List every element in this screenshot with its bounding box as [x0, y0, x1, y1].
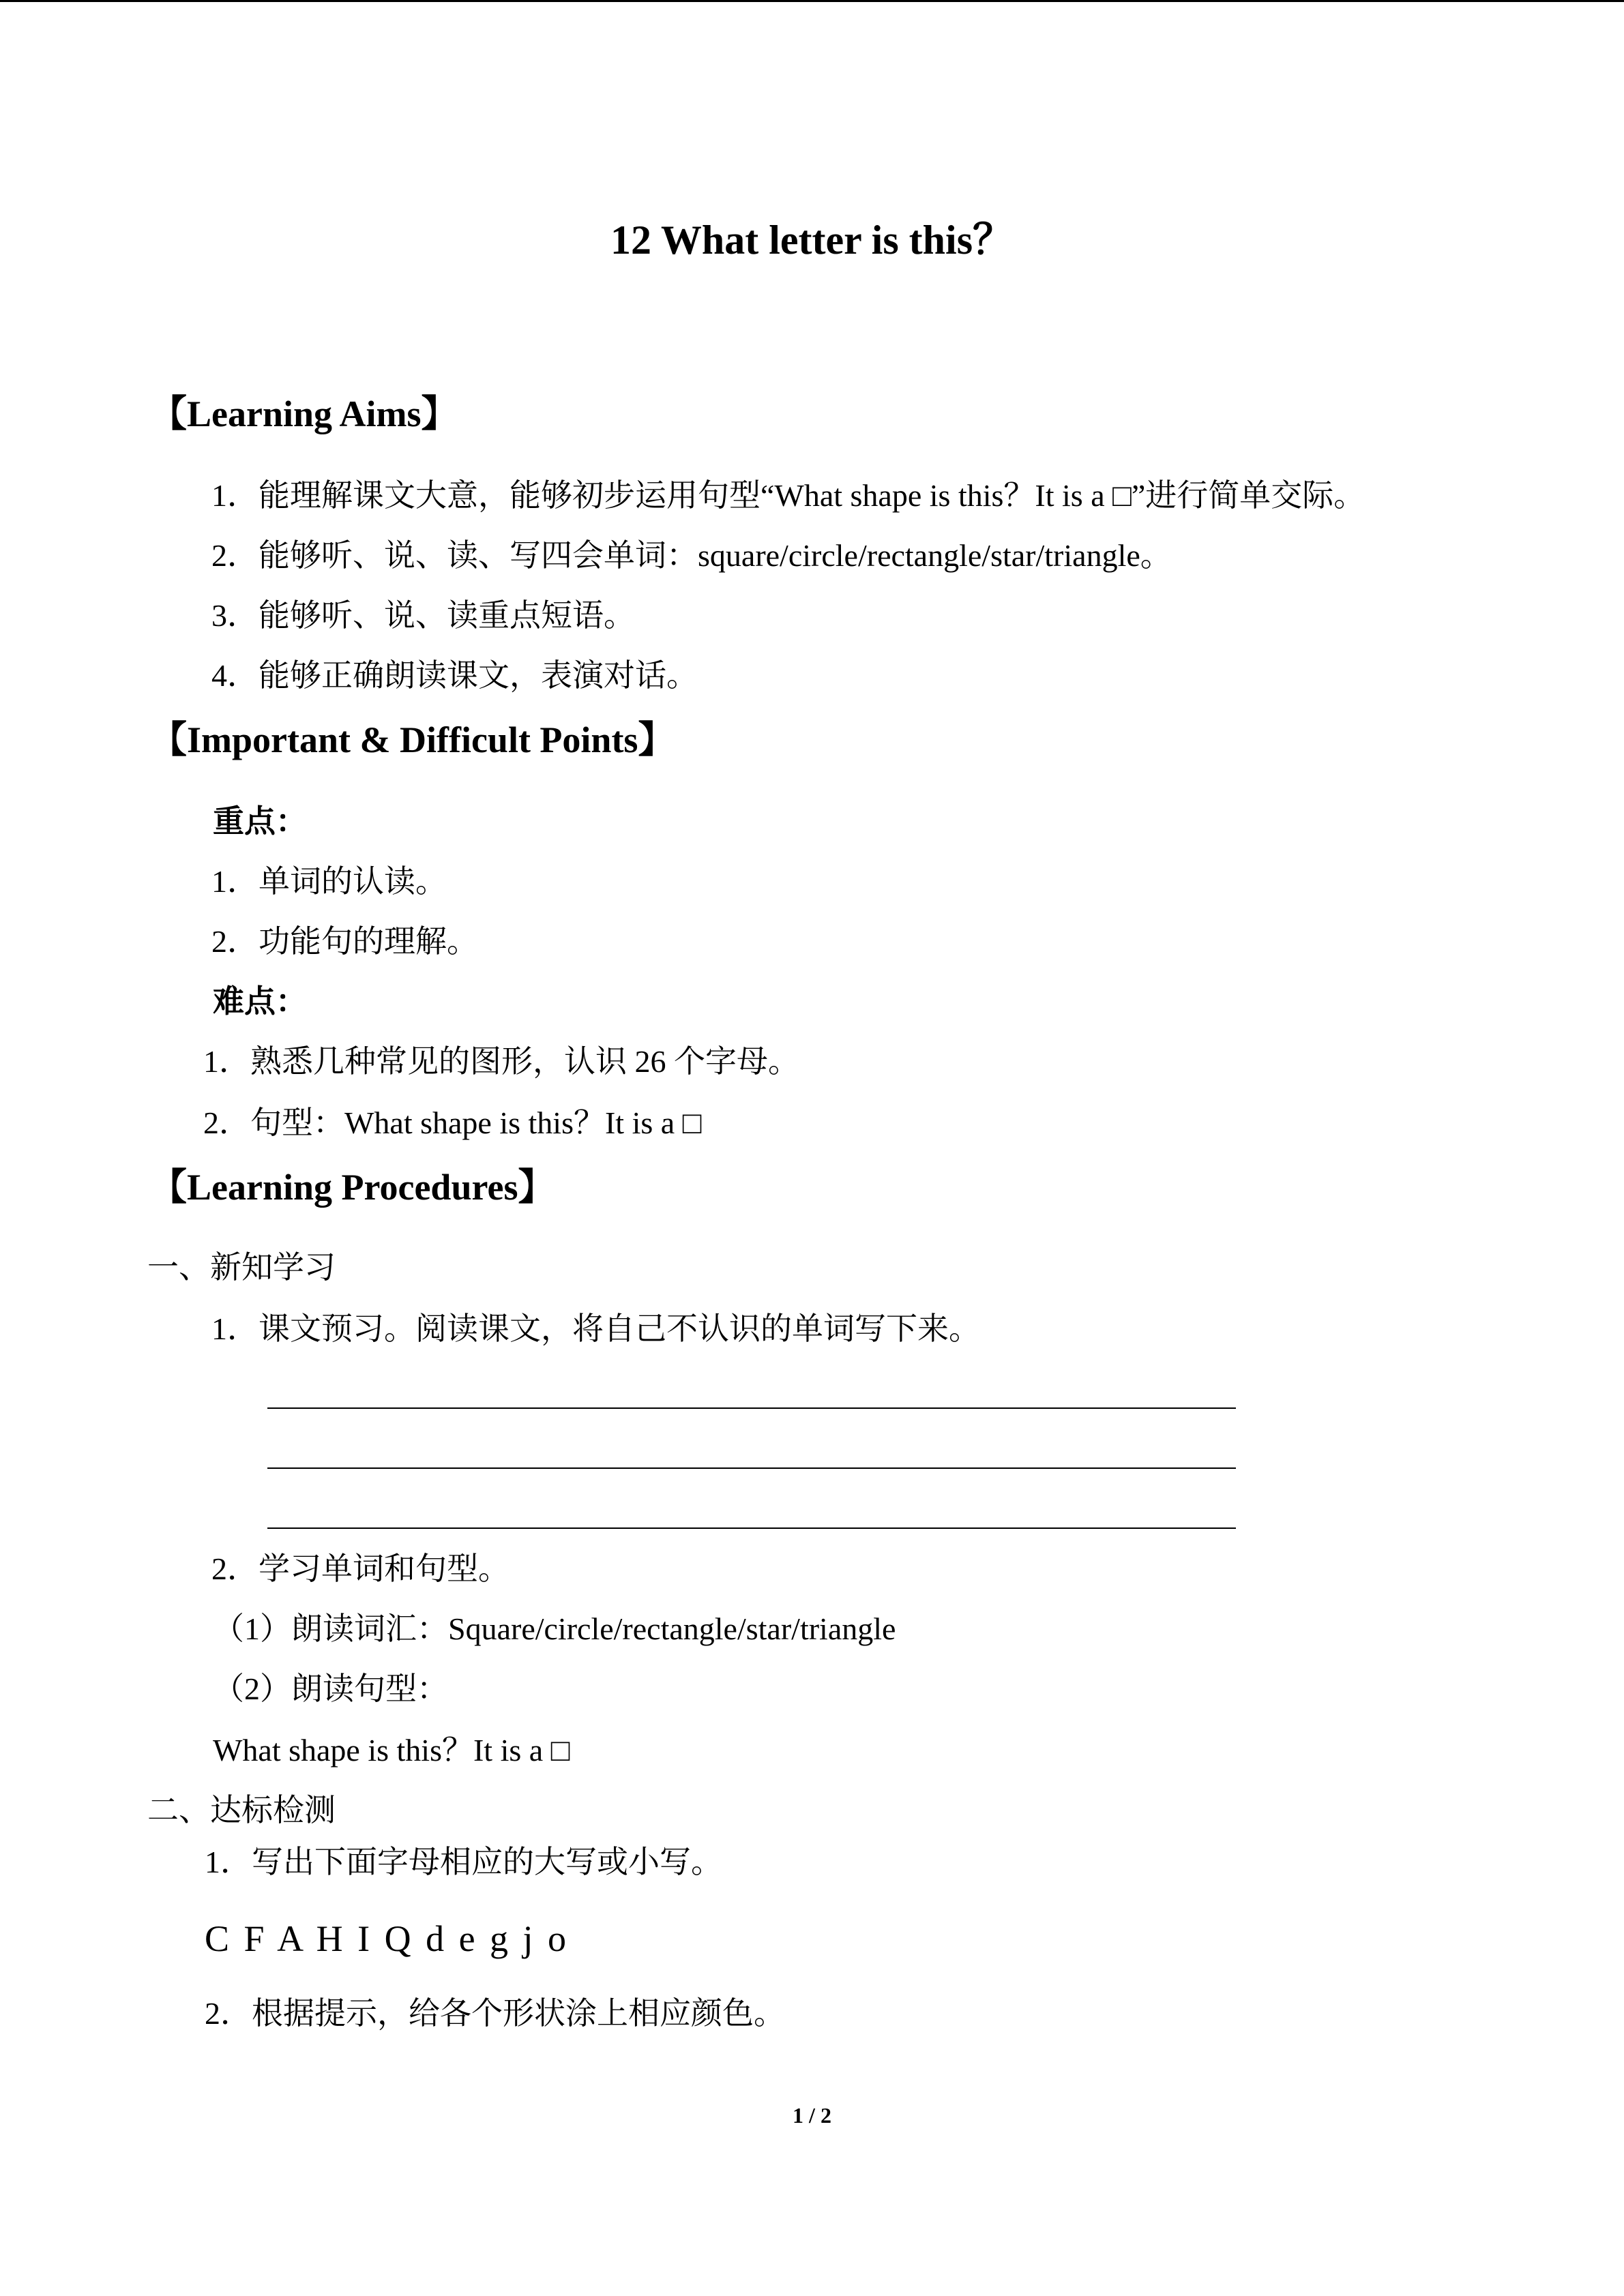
part2-step2: 2．根据提示，给各个形状涂上相应颜色。 — [205, 1996, 785, 2031]
answer-line-2[interactable] — [267, 1467, 1236, 1469]
part1-sub2: （2）朗读句型： — [213, 1671, 448, 1706]
procedures-heading: 【Learning Procedures】 — [150, 1167, 555, 1208]
page-top-border — [0, 0, 1624, 2]
page-title: 12 What letter is this？ — [610, 218, 1014, 263]
part2-step1: 1．写出下面字母相应的大写或小写。 — [205, 1845, 722, 1879]
part1-sub1: （1）朗读词汇：Square/circle/rectangle/star/triangle — [213, 1611, 896, 1646]
important-item-1: 1．单词的认读。 — [211, 864, 447, 899]
learning-aims-heading: 【Learning Aims】 — [150, 393, 458, 434]
points-heading: 【Important & Difficult Points】 — [150, 719, 675, 760]
difficult-label: 难点： — [213, 984, 307, 1019]
important-item-2: 2．功能句的理解。 — [211, 924, 478, 959]
difficult-item-1: 1．熟悉几种常见的图形，认识 26 个字母。 — [203, 1044, 799, 1079]
page-number: 1 / 2 — [793, 2103, 831, 2128]
part2-label: 二、达标检测 — [147, 1793, 336, 1828]
part1-step1: 1．课文预习。阅读课文，将自己不认识的单词写下来。 — [211, 1311, 980, 1346]
aim-item-4: 4．能够正确朗读课文，表演对话。 — [211, 658, 698, 693]
part1-label: 一、新知学习 — [147, 1250, 336, 1285]
aim-item-1: 1．能理解课文大意，能够初步运用句型“What shape is this？It is a □”进行简单交际。 — [211, 478, 1365, 513]
important-label: 重点： — [213, 804, 307, 839]
letter-sequence: C F A H I Q d e g j o — [205, 1918, 570, 1959]
aim-item-3: 3．能够听、说、读重点短语。 — [211, 598, 635, 633]
answer-line-3[interactable] — [267, 1527, 1236, 1529]
answer-line-1[interactable] — [267, 1407, 1236, 1409]
aim-item-2: 2．能够听、说、读、写四会单词：square/circle/rectangle/star/triangle。 — [211, 538, 1172, 573]
part1-step2: 2．学习单词和句型。 — [211, 1551, 510, 1586]
part1-sentence: What shape is this？It is a □ — [213, 1733, 570, 1768]
difficult-item-2: 2．句型：What shape is this？It is a □ — [203, 1105, 702, 1140]
